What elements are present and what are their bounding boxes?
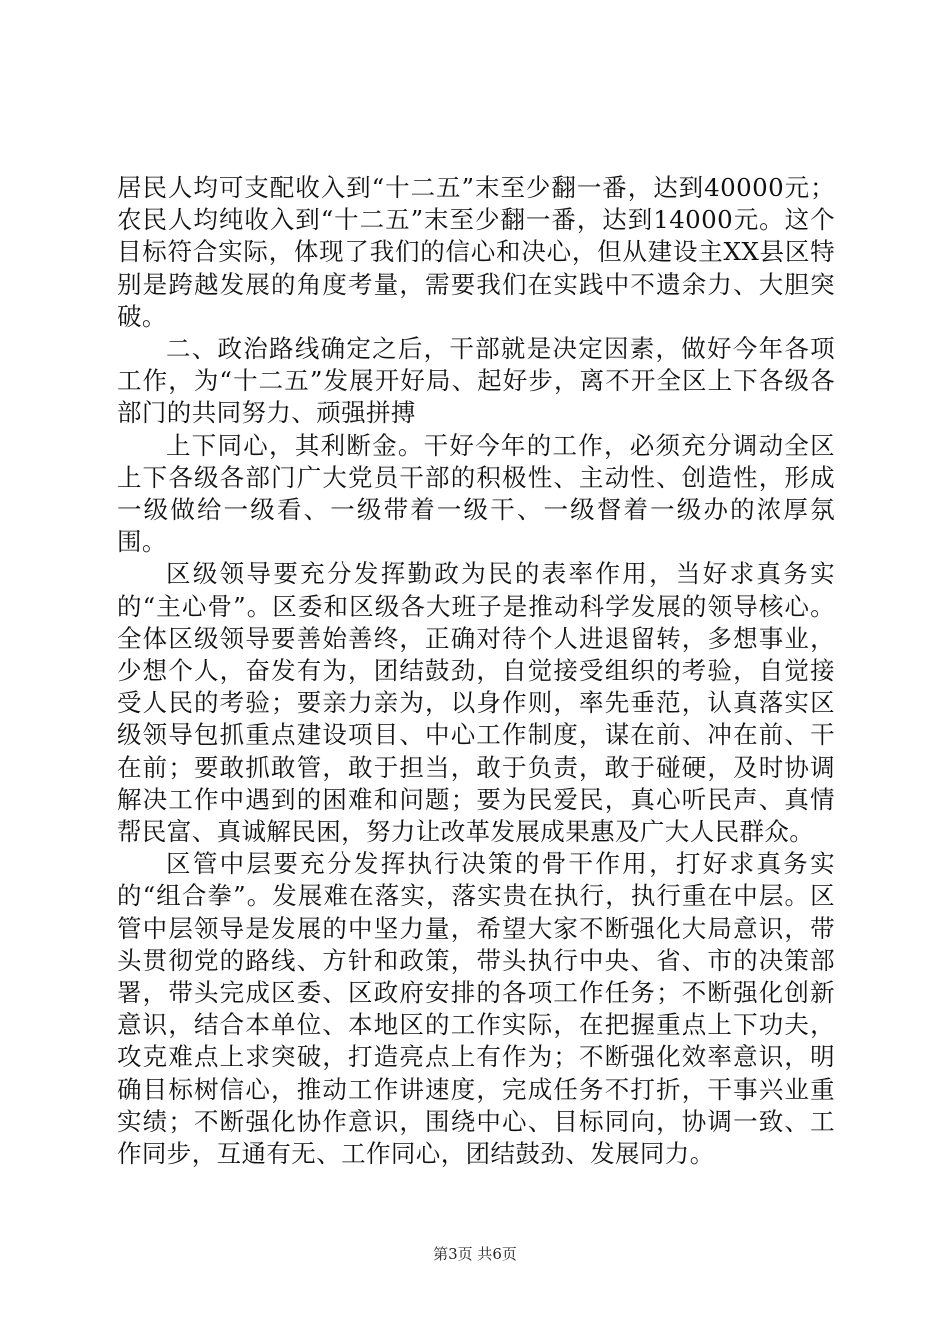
paragraph-continuation: 居民人均可支配收入到“十二五”末至少翻一番，达到40000元；农民人均纯收入到“十二五”末至少翻一番，达到14000元。这个目标符合实际，体现了我们的信心和决心，但从建设主XX县区特别是跨越发展的角度考量，需要我们在实践中不遗余力、大胆突破。 (117, 173, 835, 331)
document-body (117, 172, 835, 1170)
paragraph-unity: 上下同心，其利断金。干好今年的工作，必须充分调动全区上下各级各部门广大党员干部的积极性、主动性、创造性，形成一级做给一级看、一级带着一级干、一级督着一级办的浓厚氛围。 (117, 430, 835, 557)
paragraph-section-heading: 二、政治路线确定之后，干部就是决定因素，做好今年各项工作，为“十二五”发展开好局、起好步，离不开全区上下各级各部门的共同努力、顽强拼搏 (117, 334, 835, 428)
paragraph-district-leaders: 区级领导要充分发挥勤政为民的表率作用，当好求真务实的“主心骨”。区委和区级各大班子是推动科学发展的领导核心。全体区级领导要善始善终，正确对待个人进退留转，多想事业，少想个人，奋发有为，团结鼓劲，自觉接受组织的考验，自觉接受人民的考验；要亲力亲为，以身作则，率先垂范，认真落实区级领导包抓重点建设项目、中心工作制度，谋在前、冲在前、干在前；要敢抓敢管，敢于担当，敢于负责，敢于碰硬，及时协调解决工作中遇到的困难和问题；要为民爱民，真心听民声、真情帮民富、真诚解民困，努力让改革发展成果惠及广大人民群众。 (117, 559, 835, 847)
paragraph-middle-managers: 区管中层要充分发挥执行决策的骨干作用，打好求真务实的“组合拳”。发展难在落实，落实贵在执行，执行重在中层。区管中层领导是发展的中坚力量，希望大家不断强化大局意识，带头贯彻党的路线、方针和政策，带头执行中央、省、市的决策部署，带头完成区委、区政府安排的各项工作任务；不断强化创新意识，结合本单位、本地区的工作实际，在把握重点上下功夫，攻克难点上求突破，打造亮点上有作为；不断强化效率意识，明确目标树信心，推动工作讲速度，完成任务不打折，干事兴业重实绩；不断强化协作意识，围绕中心、目标同向，协调一致、工作同步，互通有无、工作同心，团结鼓劲、发展同力。 (117, 849, 835, 1169)
page-footer: 第3页 共6页 (433, 1245, 517, 1263)
